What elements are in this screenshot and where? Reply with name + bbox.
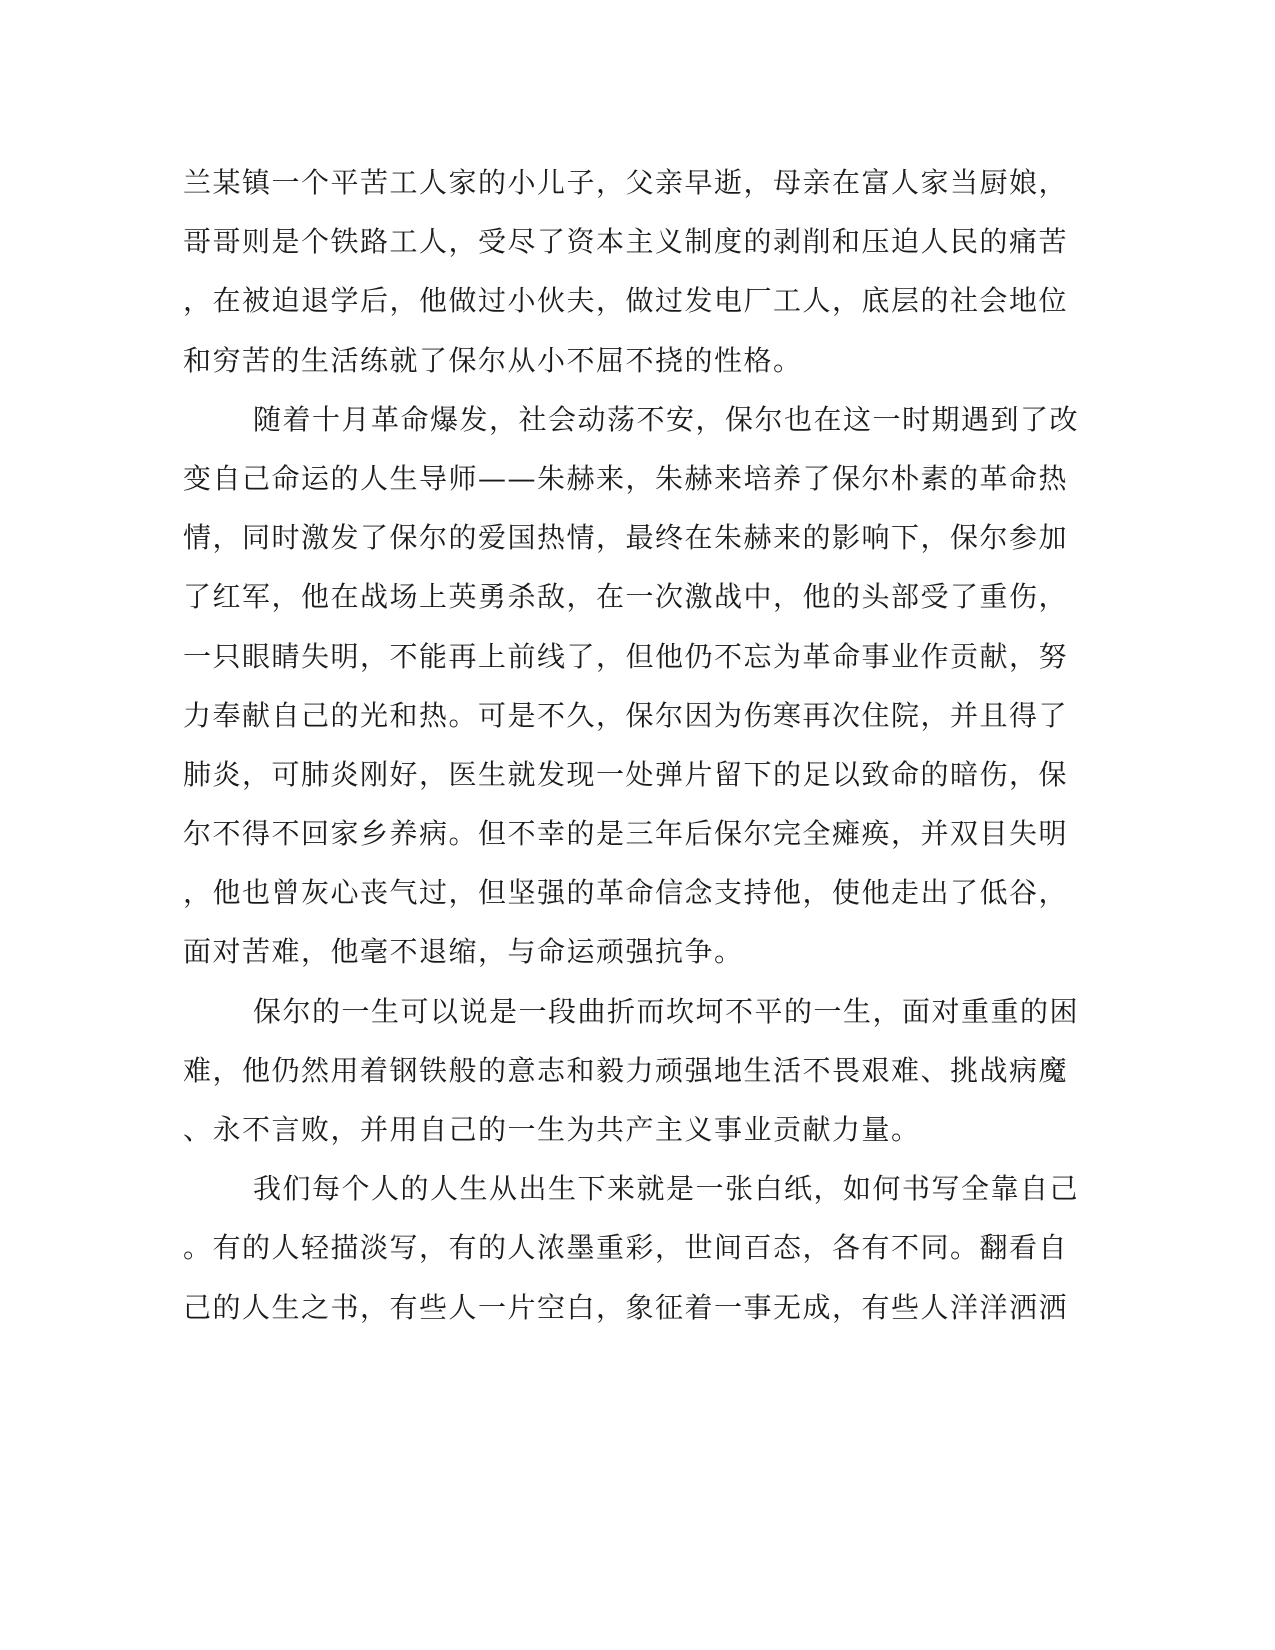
text-line: 了红军，他在战场上英勇杀敌，在一次激战中，他的头部受了重伤， xyxy=(183,580,1069,614)
text-line: 己的人生之书，有些人一片空白，象征着一事无成，有些人洋洋洒洒 xyxy=(183,1290,1069,1324)
text-line: 肺炎，可肺炎刚好，医生就发现一处弹片留下的足以致命的暗伤，保 xyxy=(183,757,1069,791)
body-text xyxy=(183,153,1080,1337)
text-line: 变自己命运的人生导师——朱赫来，朱赫来培养了保尔朴素的革命热 xyxy=(183,461,1069,495)
text-line: ，在被迫退学后，他做过小伙夫，做过发电厂工人，底层的社会地位 xyxy=(183,284,1069,318)
text-line: 哥哥则是个铁路工人，受尽了资本主义制度的剥削和压迫人民的痛苦 xyxy=(183,225,1069,259)
text-line: 力奉献自己的光和热。可是不久，保尔因为伤寒再次住院，并且得了 xyxy=(183,698,1069,732)
text-line: 兰某镇一个平苦工人家的小儿子，父亲早逝，母亲在富人家当厨娘， xyxy=(183,166,1069,199)
text-line: 。有的人轻描淡写，有的人浓墨重彩，世间百态，各有不同。翻看自 xyxy=(183,1231,1069,1265)
text-line: 、永不言败，并用自己的一生为共产主义事业贡献力量。 xyxy=(183,1113,921,1146)
text-line: 和穷苦的生活练就了保尔从小不屈不挠的性格。 xyxy=(183,343,803,377)
paragraph-first-line: 我们每个人的人生从出生下来就是一张白纸，如何书写全靠自己 xyxy=(253,1172,1080,1206)
text-line: 面对苦难，他毫不退缩，与命运顽强抗争。 xyxy=(183,935,744,969)
text-line: 情，同时激发了保尔的爱国热情，最终在朱赫来的影响下，保尔参加 xyxy=(183,521,1069,555)
paragraph-first-line: 保尔的一生可以说是一段曲折而坎坷不平的一生，面对重重的困 xyxy=(253,994,1080,1028)
text-line: 难，他仍然用着钢铁般的意志和毅力顽强地生活不畏艰难、挑战病魔 xyxy=(183,1053,1069,1087)
paragraph-first-line: 随着十月革命爆发，社会动荡不安，保尔也在这一时期遇到了改 xyxy=(253,402,1080,436)
text-line: ，他也曾灰心丧气过，但坚强的革命信念支持他，使他走出了低谷， xyxy=(183,876,1069,910)
text-line: 尔不得不回家乡养病。但不幸的是三年后保尔完全瘫痪，并双目失明 xyxy=(183,817,1069,851)
text-line: 一只眼睛失明，不能再上前线了，但他仍不忘为革命事业作贡献，努 xyxy=(183,639,1069,673)
